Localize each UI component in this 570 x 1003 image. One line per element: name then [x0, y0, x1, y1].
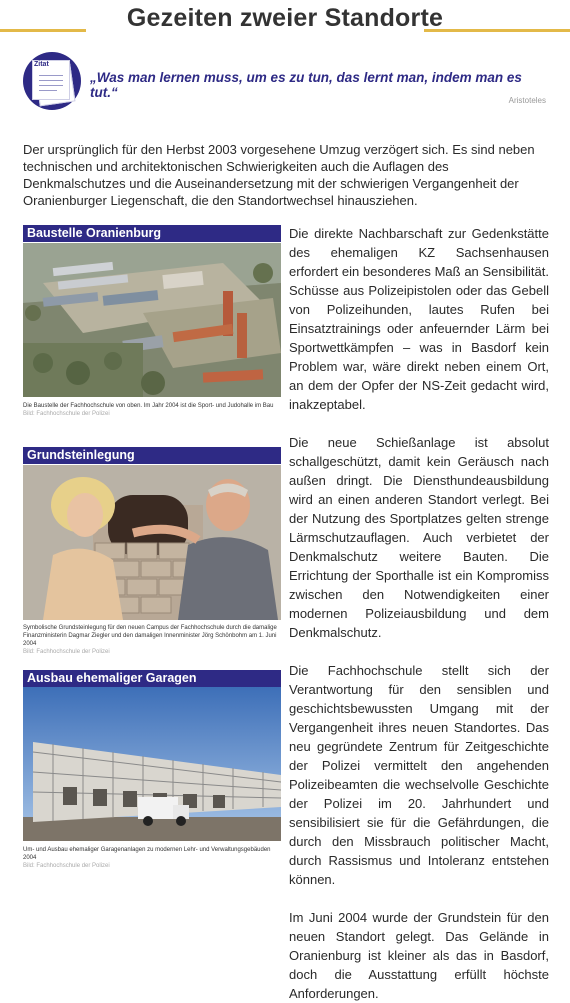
paragraph-foundation: Im Juni 2004 wurde der Grundstein für den neuen Standort gelegt. Das Gelände in Oranienburg ist kleiner als das in Basdorf, doch die Ausstattung erfüllt höchste Anforderungen. [289, 910, 549, 1001]
body-text-column [289, 224, 549, 1003]
zitat-label: Zitat [34, 61, 49, 68]
intro-paragraph: Der ursprünglich für den Herbst 2003 vorgesehene Umzug verzögert sich. Es sind neben technischen und architektonischen Schwierigkeiten auch die Auflagen des Denkmalschutzes und die Auseinandersetzung mit der schwierigen Vergangenheit der Oranienburger Liegenschaft, die den Standortwechsel hinausziehen. [23, 142, 535, 208]
quote-author: Aristoteles [508, 96, 546, 105]
caption-text: Um- und Ausbau ehemaliger Garagenanlagen zu modernen Lehr- und Verwaltungsgebäuden 2004 [23, 847, 271, 861]
photo-foundation-stone-ceremony [23, 465, 281, 620]
photo-garage-renovation [23, 687, 281, 841]
quote-text: „Was man lernen muss, um es zu tun, das lernt man, indem man es tut.“ [90, 70, 522, 100]
caption-text: Die Baustelle der Fachhochschule von oben. Im Jahr 2004 ist die Sport- und Judohalle im Bau [23, 403, 274, 409]
section-title-grundsteinlegung: Grundsteinlegung [23, 447, 281, 464]
caption-grundsteinlegung [23, 624, 281, 656]
caption-credit: Bild: Fachhochschule der Polizei [23, 863, 110, 869]
caption-credit: Bild: Fachhochschule der Polizei [23, 411, 110, 417]
section-title-baustelle: Baustelle Oranienburg [23, 225, 281, 242]
paragraph-noise-protection: Die neue Schießanlage ist absolut schallgeschützt, damit kein Geräusch nach außen dringt. Die Diensthundeausbildung wird an einen anderen Standort verlegt. Bei der Nutzung des Sportplatzes gelten strenge Lärmschutzauflagen. Auch verbietet der Denkmalschutz weitere Bauten. Die Errichtung der Sporthalle ist ein Kompromiss zwischen den Notwendigkeiten einer modernen Polizeiausbildung und dem Denkmalschutz. [289, 435, 549, 640]
paragraph-neighborhood: Die direkte Nachbarschaft zur Gedenkstätte des ehemaligen KZ Sachsenhausen erfordert ein besonderes Maß an Sensibilität. Schüsse aus Polizeipistolen oder das Gebell von Polizeihunden, lautes Rufen bei Einsatztrainings oder anfeuernder Lärm bei Sportwettkämpfen – was in Basdorf kein Problem war, wäre direkt neben einem Ort, an dem der Opfer der NS-Zeit gedacht wird, inakzeptabel. [289, 226, 549, 412]
page-title: Gezeiten zweier Standorte [126, 4, 444, 32]
caption-baustelle [23, 402, 281, 418]
caption-credit: Bild: Fachhochschule der Polizei [23, 649, 110, 655]
caption-garagen [23, 846, 281, 870]
section-title-garagen: Ausbau ehemaliger Garagen [23, 670, 281, 687]
paragraph-responsibility: Die Fachhochschule stellt sich der Verantwortung für den sensiblen und geschichtsbewussten Umgang mit der Vergangenheit ihres neuen Standortes. Das neu gegründete Zentrum für Zeitgeschichte der Polizei vermittelt den angehenden Polizeibeamten die wechselvolle Geschichte der Polizei im 20. Jahrhundert und sensibilisiert sie für die Gefährdungen, die durch den Missbrauch politischer Macht, durch Rassismus und Intoleranz entstehen können. [289, 663, 549, 887]
photo-construction-site-aerial [23, 243, 281, 397]
caption-text: Symbolische Grundsteinlegung für den neuen Campus der Fachhochschule durch die damalige Finanzministerin Dagmar Ziegler und den damaligen Innenminister Jörg Schönbohm am 1. Juni 2004 [23, 625, 277, 647]
